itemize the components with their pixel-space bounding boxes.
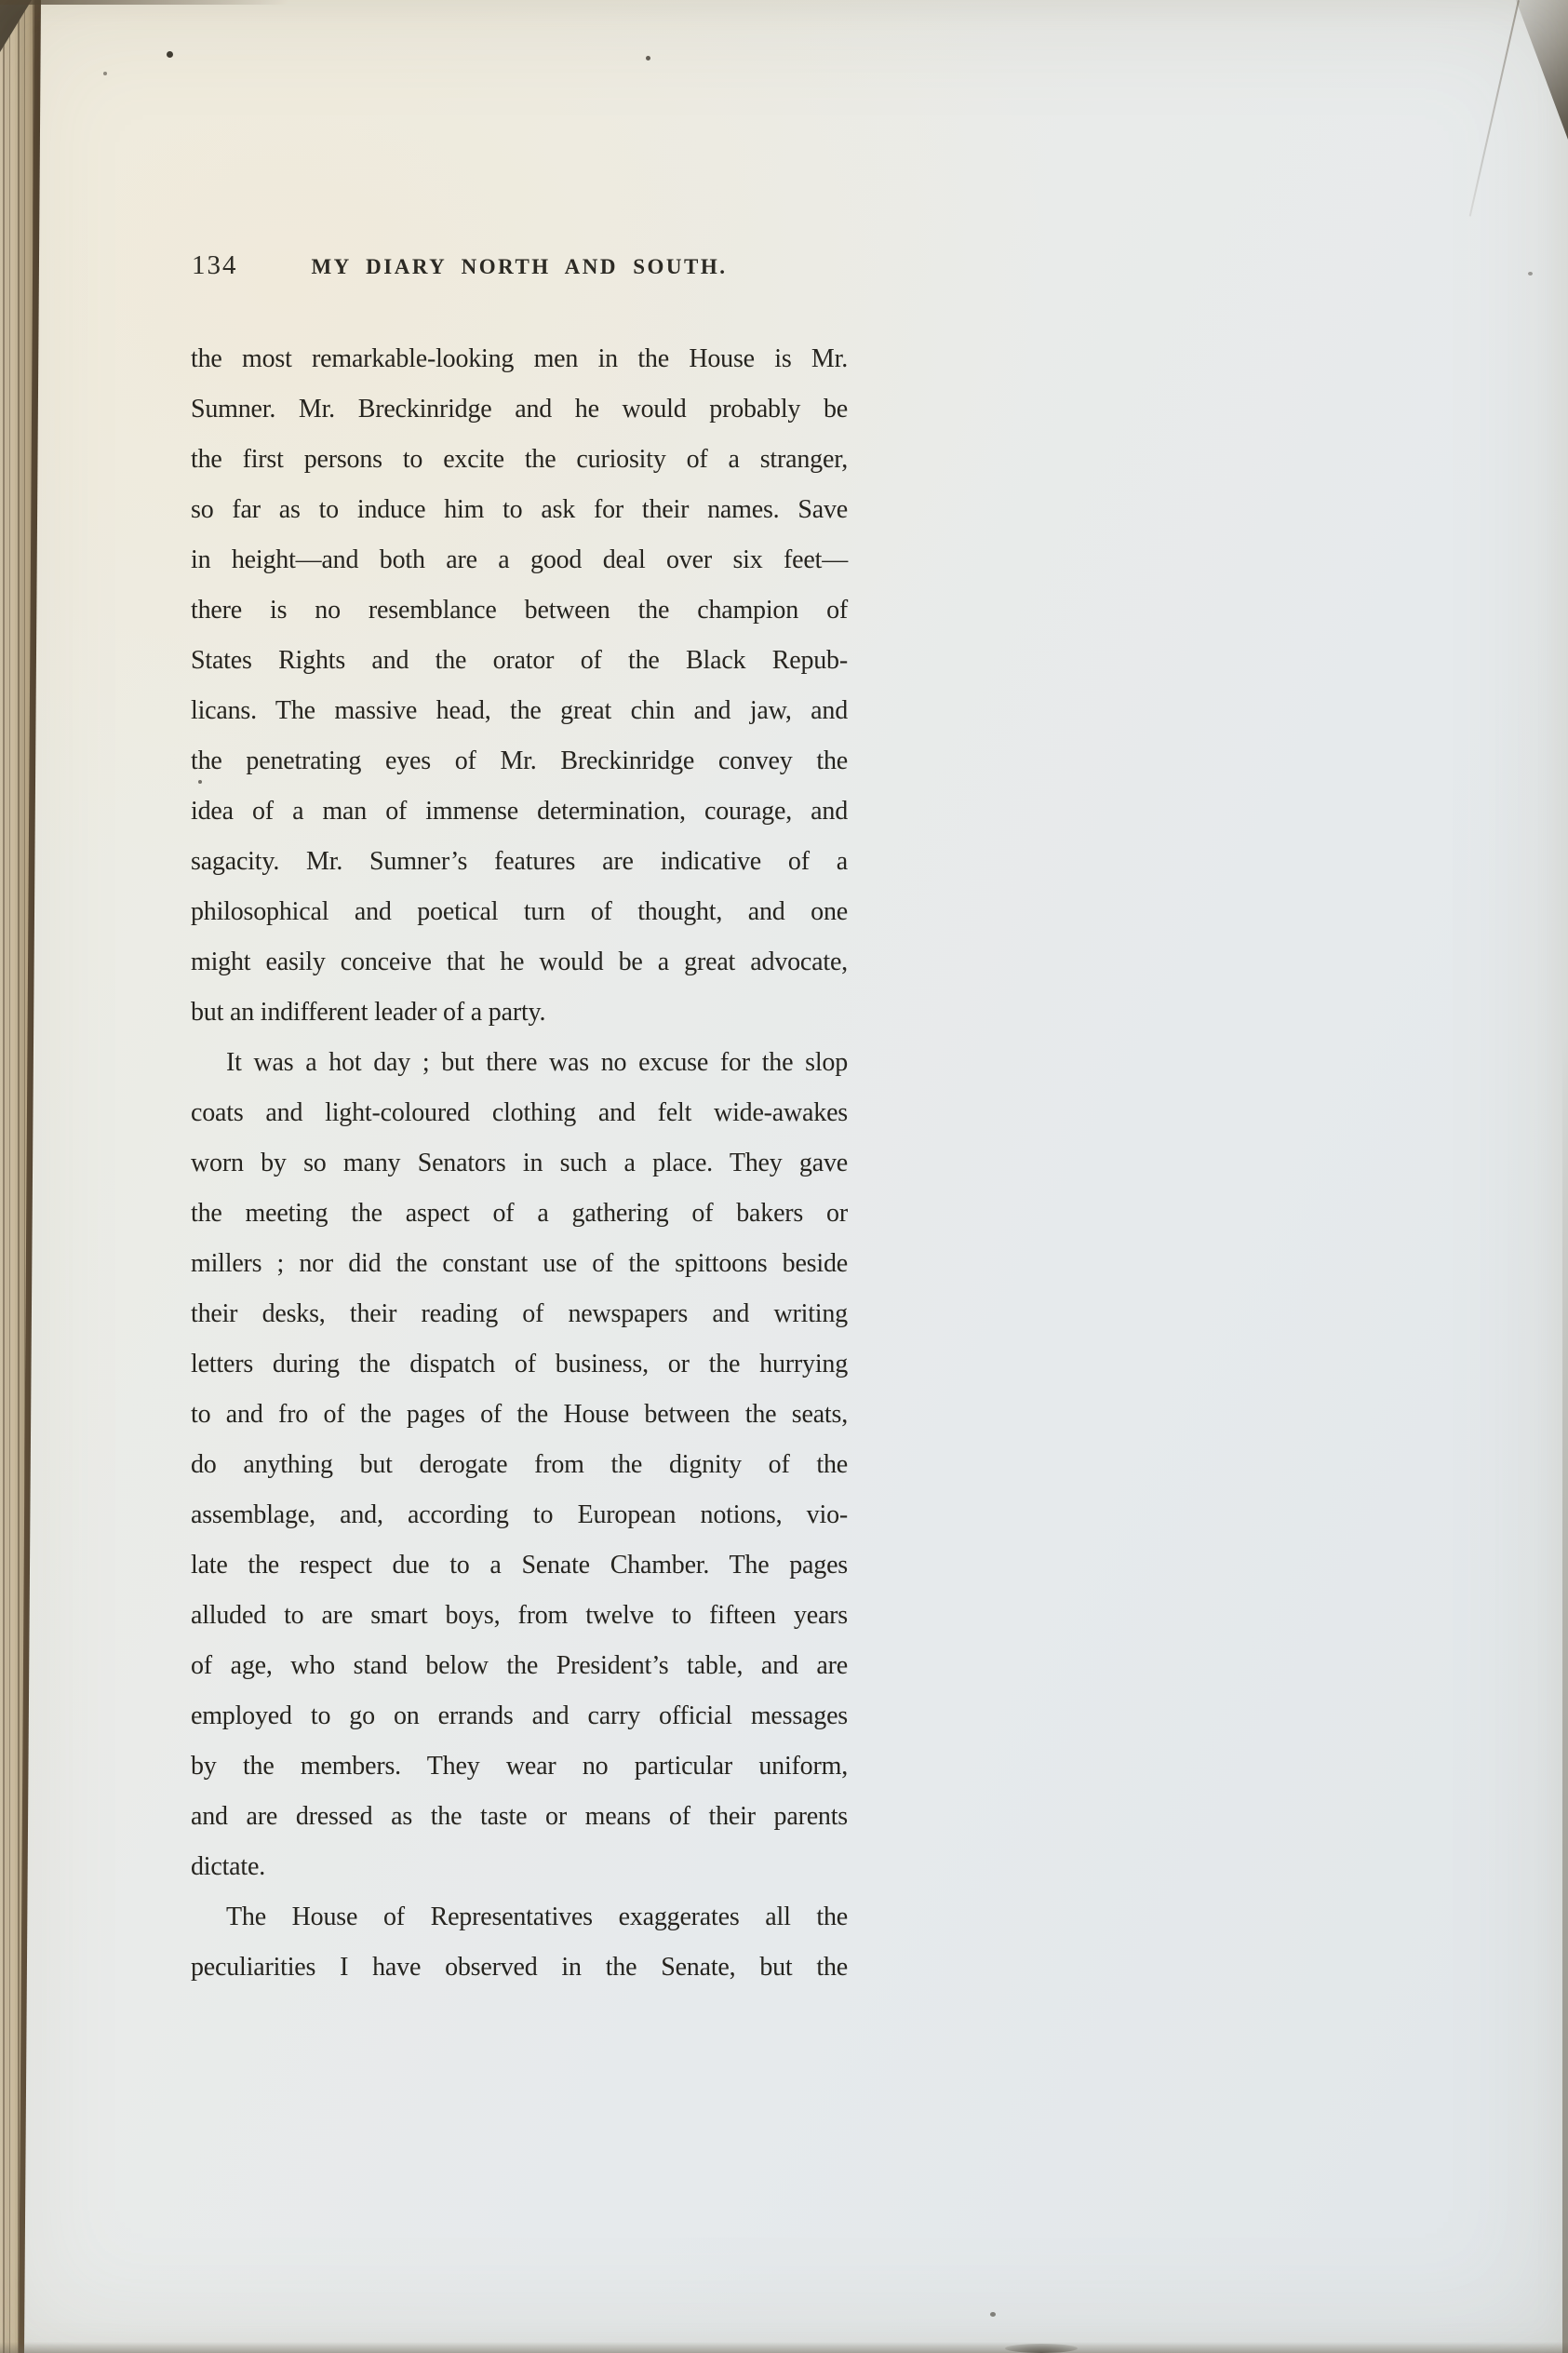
text-line: the penetrating eyes of Mr. Breckinridge convey the [191, 746, 848, 775]
text-line: the first persons to excite the curiosity of a stranger, [191, 445, 848, 474]
text-line: coats and light-coloured clothing and felt wide-awakes [191, 1098, 848, 1127]
text-line: peculiarities I have observed in the Senate, but the [191, 1953, 848, 1982]
text-line: Sumner. Mr. Breckinridge and he would probably be [191, 395, 848, 424]
text-line: employed to go on errands and carry official messages [191, 1701, 848, 1730]
page-number: 134 [192, 250, 238, 280]
text-line: do anything but derogate from the dignity of the [191, 1450, 848, 1479]
text-line: It was a hot day ; but there was no excuse for the slop [226, 1048, 848, 1077]
top-edge-line [0, 0, 288, 5]
text-line: late the respect due to a Senate Chamber. The pages [191, 1551, 848, 1580]
ink-speck [990, 2312, 996, 2317]
text-line: The House of Representatives exaggerates all the [226, 1903, 848, 1931]
text-line: sagacity. Mr. Sumner’s features are indicative of a [191, 847, 848, 876]
text-line: might easily conceive that he would be a great advocate, [191, 948, 848, 976]
text-line: assemblage, and, according to European notions, vio- [191, 1500, 848, 1529]
top-right-corner-fold [1516, 0, 1568, 140]
text-line: letters during the dispatch of business, or the hurrying [191, 1350, 848, 1378]
bottom-page-edge [0, 2342, 1568, 2353]
text-line: States Rights and the orator of the Black Repub- [191, 646, 848, 675]
text-line: the meeting the aspect of a gathering of bakers or [191, 1199, 848, 1228]
text-line: licans. The massive head, the great chin and jaw, and [191, 696, 848, 725]
text-line: their desks, their reading of newspapers and writing [191, 1299, 848, 1328]
text-line: idea of a man of immense determination, courage, and [191, 797, 848, 826]
text-line: by the members. They wear no particular uniform, [191, 1752, 848, 1781]
text-line: in height—and both are a good deal over six feet— [191, 545, 848, 574]
ink-speck [1528, 272, 1533, 276]
right-page-edge [1562, 1035, 1568, 2353]
text-line: philosophical and poetical turn of thought, and one [191, 897, 848, 926]
text-line: and are dressed as the taste or means of their parents [191, 1802, 848, 1831]
text-line: but an indifferent leader of a party. [191, 998, 546, 1027]
ink-speck [646, 56, 650, 61]
ink-speck [103, 72, 107, 75]
text-line: to and fro of the pages of the House between the seats, [191, 1400, 848, 1429]
corner-crease-line [1469, 0, 1520, 217]
text-line: worn by so many Senators in such a place. They gave [191, 1149, 848, 1177]
text-line: dictate. [191, 1852, 266, 1881]
text-line: so far as to induce him to ask for their names. Save [191, 495, 848, 524]
text-line: alluded to are smart boys, from twelve to fifteen years [191, 1601, 848, 1630]
text-line: the most remarkable-looking men in the House is Mr. [191, 344, 848, 373]
text-line: there is no resemblance between the champion of [191, 596, 848, 625]
bottom-smudge-mark [1005, 2344, 1078, 2353]
running-header-title: MY DIARY NORTH AND SOUTH. [311, 255, 728, 278]
text-line: of age, who stand below the President’s table, and are [191, 1651, 848, 1680]
body-text [191, 334, 848, 1993]
ink-speck [167, 51, 173, 58]
text-line: millers ; nor did the constant use of the spittoons beside [191, 1249, 848, 1278]
